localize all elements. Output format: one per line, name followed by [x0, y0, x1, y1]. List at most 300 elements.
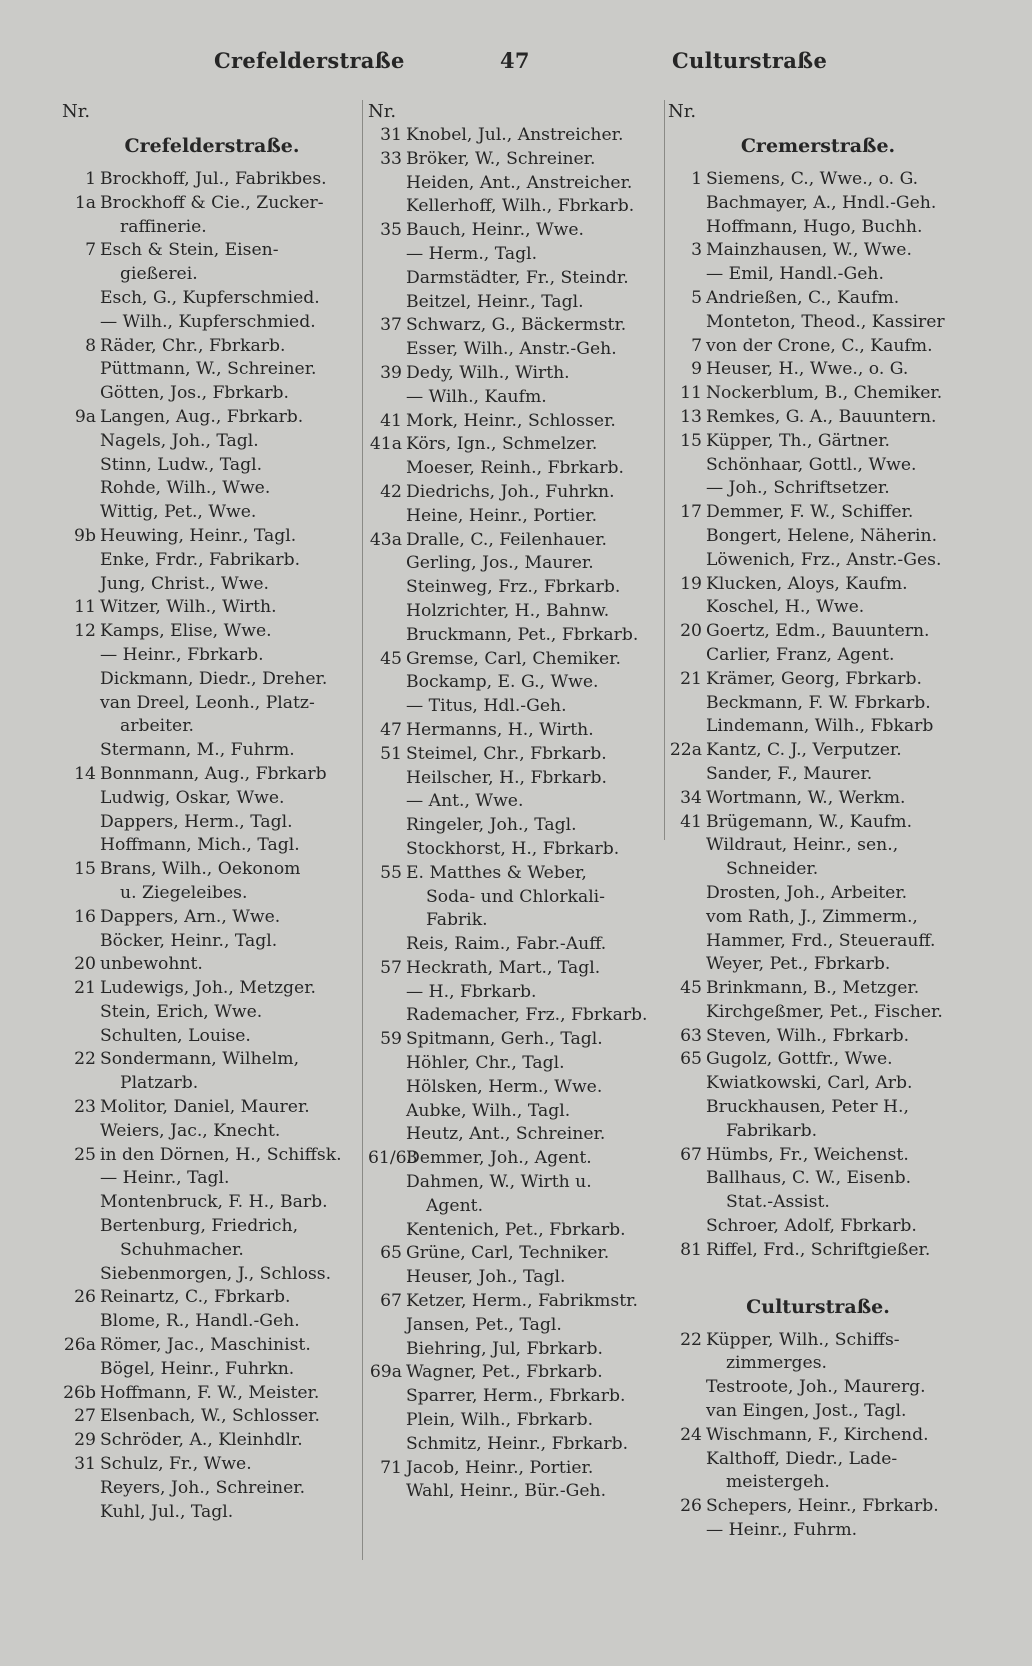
resident-text: Schulz, Fr., Wwe. — [100, 1454, 252, 1475]
column-3 — [668, 100, 968, 1543]
directory-entry — [62, 953, 362, 977]
house-number: 8 — [85, 335, 96, 356]
resident-text: — Heinr., Tagl. — [100, 1168, 230, 1189]
resident-text: Reyers, Joh., Schreiner. — [100, 1477, 306, 1498]
directory-entry — [368, 1480, 666, 1504]
resident-text: Plein, Wilh., Fbrkarb. — [406, 1410, 594, 1431]
directory-entry — [668, 692, 968, 716]
directory-entry — [62, 549, 362, 573]
resident-text: Räder, Chr., Fbrkarb. — [100, 335, 286, 356]
house-number: 45 — [380, 648, 402, 669]
house-number: 23 — [74, 1097, 96, 1118]
directory-entry — [668, 1025, 968, 1049]
resident-text: Diedrichs, Joh., Fuhrkn. — [406, 481, 615, 502]
resident-text: Rohde, Wilh., Wwe. — [100, 478, 271, 499]
resident-text: Molitor, Daniel, Maurer. — [100, 1097, 310, 1118]
house-number: 55 — [380, 862, 402, 883]
house-number: 34 — [680, 787, 702, 808]
resident-text: Dralle, C., Feilenhauer. — [406, 529, 608, 550]
directory-entry — [62, 477, 362, 501]
resident-text: Montenbruck, F. H., Barb. — [100, 1192, 328, 1213]
directory-entry — [368, 1266, 666, 1290]
resident-text: Brockhoff, Jul., Fabrikbes. — [100, 169, 327, 189]
directory-entry — [368, 838, 666, 862]
resident-text: Kantz, C. J., Verputzer. — [706, 740, 902, 761]
directory-entry — [62, 192, 362, 216]
directory-entry — [368, 1028, 666, 1052]
directory-entry — [668, 763, 968, 787]
directory-entry — [62, 811, 362, 835]
resident-text: Küpper, Th., Gärtner. — [706, 430, 891, 451]
house-number: 22a — [669, 740, 702, 761]
directory-entry — [668, 1448, 968, 1472]
resident-text: Bonnmann, Aug., Fbrkarb — [100, 763, 327, 784]
resident-text: Nockerblum, B., Chemiker. — [706, 383, 943, 404]
directory-entry — [368, 362, 666, 386]
resident-text: Höhler, Chr., Tagl. — [406, 1053, 565, 1074]
directory-entry — [368, 1409, 666, 1433]
directory-entry — [62, 882, 362, 906]
resident-text: Bröker, W., Schreiner. — [406, 148, 596, 169]
directory-entry — [62, 1334, 362, 1358]
directory-entry — [668, 287, 968, 311]
directory-entry — [368, 243, 666, 267]
resident-text: Biehring, Jul, Fbrkarb. — [406, 1338, 603, 1359]
resident-text: Brans, Wilh., Oekonom — [100, 859, 301, 880]
directory-entry — [62, 1215, 362, 1239]
directory-entry — [368, 624, 666, 648]
resident-text: Heuser, H., Wwe., o. G. — [706, 359, 909, 380]
resident-text: E. Matthes & Weber, — [406, 862, 587, 883]
resident-text: Steinweg, Frz., Fbrkarb. — [406, 577, 621, 598]
directory-entry — [62, 168, 362, 192]
resident-text: Wahl, Heinr., Bür.-Geh. — [406, 1481, 607, 1502]
resident-text: Weiers, Jac., Knecht. — [100, 1120, 281, 1141]
resident-text: Elsenbach, W., Schlosser. — [100, 1406, 320, 1427]
resident-text: Knobel, Jul., Anstreicher. — [406, 125, 624, 145]
house-number: 9a — [74, 406, 96, 427]
directory-entry — [668, 1352, 968, 1376]
resident-text: in den Dörnen, H., Schiffsk. — [100, 1144, 342, 1165]
directory-entry — [368, 1290, 666, 1314]
resident-text: Dappers, Herm., Tagl. — [100, 811, 293, 832]
resident-text: Wagner, Pet., Fbrkarb. — [406, 1362, 603, 1383]
directory-entry — [668, 1096, 968, 1120]
resident-text: Hümbs, Fr., Weichenst. — [706, 1144, 909, 1165]
directory-entry — [668, 477, 968, 501]
resident-text: Andrießen, C., Kaufm. — [706, 287, 900, 308]
resident-text: Heilscher, H., Fbrkarb. — [406, 767, 607, 788]
house-number: 65 — [680, 1049, 702, 1070]
page-header — [0, 48, 1032, 82]
resident-text: Klucken, Aloys, Kaufm. — [706, 573, 908, 594]
resident-text: Heiden, Ant., Anstreicher. — [406, 172, 633, 193]
resident-text: Böcker, Heinr., Tagl. — [100, 930, 278, 951]
house-number: 59 — [380, 1029, 402, 1050]
house-number: 21 — [74, 978, 96, 999]
directory-entry — [62, 287, 362, 311]
resident-text: Enke, Frdr., Fabrikarb. — [100, 549, 301, 570]
directory-entry — [62, 406, 362, 430]
street-heading: Cremerstraße. — [740, 135, 896, 157]
house-number: 33 — [380, 148, 402, 169]
resident-text: Schönhaar, Gottl., Wwe. — [706, 454, 917, 475]
resident-text: Hoffmann, Mich., Tagl. — [100, 835, 300, 856]
resident-text: zimmerges. — [726, 1353, 827, 1374]
directory-entry — [62, 787, 362, 811]
house-number: 25 — [74, 1144, 96, 1165]
resident-text: Dedy, Wilh., Wirth. — [406, 362, 570, 383]
directory-entry — [668, 953, 968, 977]
directory-entry — [668, 216, 968, 240]
directory-entry — [668, 1400, 968, 1424]
house-number: 9 — [691, 359, 702, 380]
resident-text: Heuser, Joh., Tagl. — [406, 1267, 566, 1288]
directory-entry — [368, 1004, 666, 1028]
resident-text: Mainzhausen, W., Wwe. — [706, 240, 912, 261]
house-number: 26 — [74, 1287, 96, 1308]
resident-text: Demmer, F. W., Schiffer. — [706, 502, 914, 523]
resident-text: Kamps, Elise, Wwe. — [100, 621, 272, 642]
directory-entry — [368, 552, 666, 576]
house-number: 7 — [691, 335, 702, 356]
resident-text: — Joh., Schriftsetzer. — [706, 478, 890, 499]
street-heading: Culturstraße. — [746, 1295, 890, 1318]
directory-entry — [668, 1471, 968, 1495]
directory-entry — [368, 386, 666, 410]
resident-text: Schneider. — [726, 859, 819, 880]
house-number: 11 — [74, 597, 96, 618]
resident-text: Mork, Heinr., Schlosser. — [406, 410, 616, 431]
directory-entry — [62, 1001, 362, 1025]
directory-entry — [668, 930, 968, 954]
directory-entry — [62, 263, 362, 287]
resident-text: Steven, Wilh., Fbrkarb. — [706, 1025, 910, 1046]
nr-label: Nr. — [368, 101, 397, 122]
resident-text: Brockhoff & Cie., Zucker- — [100, 192, 324, 213]
directory-entry — [668, 715, 968, 739]
resident-text: Stein, Erich, Wwe. — [100, 1001, 263, 1022]
directory-entry — [668, 1144, 968, 1168]
directory-entry — [368, 1219, 666, 1243]
resident-text: Platzarb. — [120, 1073, 199, 1094]
resident-text: Grüne, Carl, Techniker. — [406, 1243, 610, 1264]
directory-entry — [668, 501, 968, 525]
resident-text: Gremse, Carl, Chemiker. — [406, 648, 621, 669]
directory-entry — [668, 311, 968, 335]
directory-entry — [368, 743, 666, 767]
directory-entry — [668, 192, 968, 216]
resident-text: Ballhaus, C. W., Eisenb. — [706, 1168, 912, 1189]
resident-text: — Emil, Handl.-Geh. — [706, 264, 884, 285]
directory-entry — [368, 1147, 666, 1171]
house-number: 15 — [680, 430, 702, 451]
directory-entry — [668, 1001, 968, 1025]
resident-text: — Wilh., Kaufm. — [406, 386, 547, 407]
directory-entry — [668, 1191, 968, 1215]
directory-entry — [62, 596, 362, 620]
directory-entry — [62, 525, 362, 549]
directory-entry — [62, 763, 362, 787]
resident-text: Fabrikarb. — [726, 1120, 818, 1141]
directory-entry — [62, 1096, 362, 1120]
resident-text: Reinartz, C., Fbrkarb. — [100, 1287, 291, 1308]
directory-entry — [668, 882, 968, 906]
resident-text: Heutz, Ant., Schreiner. — [406, 1124, 606, 1145]
resident-text: Moeser, Reinh., Fbrkarb. — [406, 458, 624, 479]
resident-text: Heckrath, Mart., Tagl. — [406, 957, 601, 978]
directory-entry — [668, 906, 968, 930]
resident-text: Schulten, Louise. — [100, 1025, 251, 1046]
directory-entry — [62, 1167, 362, 1191]
resident-text: Gerling, Jos., Maurer. — [406, 553, 594, 574]
directory-entry — [368, 767, 666, 791]
resident-text: Schroer, Adolf, Fbrkarb. — [706, 1216, 917, 1237]
directory-entry — [368, 195, 666, 219]
resident-text: Heuwing, Heinr., Tagl. — [100, 525, 297, 546]
resident-text: Remkes, G. A., Bauuntern. — [706, 406, 937, 427]
resident-text: Löwenich, Frz., Anstr.-Ges. — [706, 549, 942, 570]
house-number: 81 — [680, 1239, 702, 1260]
directory-entry — [668, 977, 968, 1001]
directory-entry — [62, 216, 362, 240]
house-number: 22 — [680, 1329, 702, 1350]
directory-entry — [668, 620, 968, 644]
directory-entry — [368, 576, 666, 600]
directory-entry — [368, 1314, 666, 1338]
directory-entry — [668, 263, 968, 287]
resident-text: Agent. — [426, 1195, 484, 1216]
directory-entry — [668, 430, 968, 454]
resident-text: arbeiter. — [120, 716, 195, 737]
directory-entry — [668, 1072, 968, 1096]
resident-text: Hammer, Frd., Steuerauff. — [706, 930, 936, 951]
resident-text: Bongert, Helene, Näherin. — [706, 525, 938, 546]
directory-entry — [62, 977, 362, 1001]
nr-label: Nr. — [668, 101, 697, 122]
house-number: 19 — [680, 573, 702, 594]
resident-text: Sondermann, Wilhelm, — [100, 1049, 300, 1070]
directory-entry — [62, 430, 362, 454]
house-number: 42 — [380, 481, 402, 502]
house-number: 35 — [380, 220, 402, 241]
directory-entry — [368, 1100, 666, 1124]
house-number: 43a — [369, 529, 402, 550]
resident-text: Hermanns, H., Wirth. — [406, 719, 594, 740]
resident-text: Riffel, Frd., Schriftgießer. — [706, 1239, 931, 1260]
directory-entry — [62, 1453, 362, 1477]
house-number: 69a — [369, 1362, 402, 1383]
directory-entry — [62, 573, 362, 597]
resident-text: Wortmann, W., Werkm. — [706, 787, 906, 808]
resident-text: Stermann, M., Fuhrm. — [100, 740, 295, 761]
directory-entry — [368, 862, 666, 886]
directory-entry — [668, 335, 968, 359]
resident-text: Brinkmann, B., Metzger. — [706, 978, 920, 999]
resident-text: Darmstädter, Fr., Steindr. — [406, 267, 629, 288]
house-number: 9b — [74, 525, 96, 546]
house-number: 26b — [63, 1382, 96, 1403]
resident-text: Wischmann, F., Kirchend. — [706, 1424, 929, 1445]
resident-text: Bertenburg, Friedrich, — [100, 1216, 299, 1237]
directory-entry — [62, 382, 362, 406]
directory-entry — [368, 148, 666, 172]
directory-entry — [668, 1519, 968, 1543]
directory-entry — [668, 644, 968, 668]
directory-entry — [668, 239, 968, 263]
resident-text: Hölsken, Herm., Wwe. — [406, 1076, 603, 1097]
resident-text: Stockhorst, H., Fbrkarb. — [406, 838, 620, 859]
house-number: 12 — [74, 621, 96, 642]
resident-text: gießerei. — [120, 264, 198, 285]
house-number: 63 — [680, 1025, 702, 1046]
resident-text: Schröder, A., Kleinhdlr. — [100, 1430, 303, 1451]
resident-text: Kuhl, Jul., Tagl. — [100, 1501, 234, 1522]
house-number: 41a — [369, 434, 402, 455]
resident-text: Beckmann, F. W. Fbrkarb. — [706, 692, 931, 713]
resident-text: Lindemann, Wilh., Fbkarb — [706, 716, 934, 737]
header-right-street: Culturstraße — [672, 48, 828, 73]
directory-entry — [62, 1072, 362, 1096]
directory-entry — [368, 648, 666, 672]
directory-entry — [368, 981, 666, 1005]
house-number: 27 — [74, 1406, 96, 1427]
resident-text: Heine, Heinr., Portier. — [406, 505, 598, 526]
directory-entry — [368, 219, 666, 243]
directory-entry — [62, 1405, 362, 1429]
directory-entry — [668, 358, 968, 382]
resident-text: Steimel, Chr., Fbrkarb. — [406, 743, 607, 764]
resident-text: u. Ziegeleibes. — [120, 882, 248, 903]
directory-entry — [62, 1501, 362, 1525]
resident-text: Fabrik. — [426, 910, 488, 931]
directory-entry — [62, 454, 362, 478]
page-number: 47 — [500, 48, 530, 73]
directory-entry — [668, 811, 968, 835]
resident-text: Demmer, Joh., Agent. — [406, 1148, 592, 1169]
resident-text: Kirchgeßmer, Pet., Fischer. — [706, 1001, 943, 1022]
resident-text: Gugolz, Gottfr., Wwe. — [706, 1049, 893, 1070]
resident-text: Kentenich, Pet., Fbrkarb. — [406, 1219, 626, 1240]
house-number: 24 — [680, 1424, 702, 1445]
resident-text: Koschel, H., Wwe. — [706, 597, 865, 618]
directory-entry — [668, 668, 968, 692]
directory-entry — [368, 314, 666, 338]
house-number: 61/63 — [368, 1148, 418, 1169]
house-number: 71 — [380, 1457, 402, 1478]
column-divider — [362, 100, 363, 1560]
resident-text: Ringeler, Joh., Tagl. — [406, 815, 577, 836]
resident-text: Kwiatkowski, Carl, Arb. — [706, 1073, 913, 1094]
directory-entry — [368, 433, 666, 457]
resident-text: Dahmen, W., Wirth u. — [406, 1172, 592, 1193]
resident-text: — H., Fbrkarb. — [406, 981, 537, 1002]
directory-entry — [368, 1433, 666, 1457]
directory-entry — [62, 620, 362, 644]
directory-entry — [62, 668, 362, 692]
house-number: 1 — [691, 169, 702, 189]
resident-text: Esser, Wilh., Anstr.-Geh. — [406, 339, 617, 360]
resident-text: Esch & Stein, Eisen- — [100, 240, 279, 261]
directory-entry — [368, 1457, 666, 1481]
directory-entry — [62, 1144, 362, 1168]
house-number: 15 — [74, 859, 96, 880]
directory-entry — [368, 338, 666, 362]
house-number: 41 — [380, 410, 402, 431]
resident-text: Jansen, Pet., Tagl. — [406, 1314, 562, 1335]
directory-entry — [62, 1263, 362, 1287]
section-gap — [668, 1263, 968, 1285]
house-number: 1 — [85, 169, 96, 189]
house-number: 57 — [380, 957, 402, 978]
resident-text: Sander, F., Maurer. — [706, 763, 873, 784]
resident-text: Goertz, Edm., Bauuntern. — [706, 621, 930, 642]
resident-text: Witzer, Wilh., Wirth. — [100, 597, 277, 618]
directory-entry — [62, 906, 362, 930]
house-number: 41 — [680, 811, 702, 832]
resident-text: Kalthoff, Diedr., Lade- — [706, 1448, 898, 1469]
resident-text: Wittig, Pet., Wwe. — [100, 502, 257, 523]
resident-text: Carlier, Franz, Agent. — [706, 644, 895, 665]
resident-text: Siemens, C., Wwe., o. G. — [706, 169, 919, 189]
directory-entry — [368, 1195, 666, 1219]
house-number: 14 — [74, 763, 96, 784]
directory-entry — [368, 600, 666, 624]
directory-entry — [62, 858, 362, 882]
resident-text: Kellerhoff, Wilh., Fbrkarb. — [406, 196, 635, 217]
directory-entry — [368, 814, 666, 838]
directory-entry — [62, 692, 362, 716]
directory-entry — [368, 457, 666, 481]
resident-text: Testroote, Joh., Maurerg. — [706, 1377, 926, 1398]
house-number: 5 — [691, 287, 702, 308]
resident-text: Ludwig, Oskar, Wwe. — [100, 787, 285, 808]
resident-text: Spitmann, Gerh., Tagl. — [406, 1029, 603, 1050]
resident-text: — Ant., Wwe. — [406, 791, 524, 812]
resident-text: Küpper, Wilh., Schiffs- — [706, 1329, 900, 1350]
resident-text: Stinn, Ludw., Tagl. — [100, 454, 263, 475]
resident-text: Götten, Jos., Fbrkarb. — [100, 383, 289, 404]
resident-text: Sparrer, Herm., Fbrkarb. — [406, 1386, 626, 1407]
directory-entry — [62, 1382, 362, 1406]
house-number: 11 — [680, 383, 702, 404]
directory-entry — [368, 671, 666, 695]
resident-text: Jacob, Heinr., Portier. — [406, 1457, 594, 1478]
directory-entry — [62, 1048, 362, 1072]
resident-text: Nagels, Joh., Tagl. — [100, 430, 259, 451]
directory-entry — [668, 596, 968, 620]
resident-text: — Titus, Hdl.-Geh. — [406, 696, 567, 717]
resident-text: Körs, Ign., Schmelzer. — [406, 434, 598, 455]
directory-entry — [62, 644, 362, 668]
resident-text: Hoffmann, Hugo, Buchh. — [706, 216, 923, 237]
resident-text: Monteton, Theod., Kassirer — [706, 311, 945, 332]
directory-entry — [368, 695, 666, 719]
resident-text: Ludewigs, Joh., Metzger. — [100, 978, 317, 999]
directory-entry — [668, 454, 968, 478]
resident-text: Schuhmacher. — [120, 1239, 244, 1260]
house-number: 3 — [691, 240, 702, 261]
directory-entry — [668, 834, 968, 858]
house-number: 1a — [74, 192, 96, 213]
directory-entry — [62, 335, 362, 359]
directory-entry — [368, 1385, 666, 1409]
directory-entry — [368, 719, 666, 743]
directory-entry — [368, 790, 666, 814]
directory-entry — [668, 858, 968, 882]
resident-text: Rademacher, Frz., Fbrkarb. — [406, 1005, 648, 1026]
resident-text: Ketzer, Herm., Fabrikmstr. — [406, 1291, 638, 1312]
